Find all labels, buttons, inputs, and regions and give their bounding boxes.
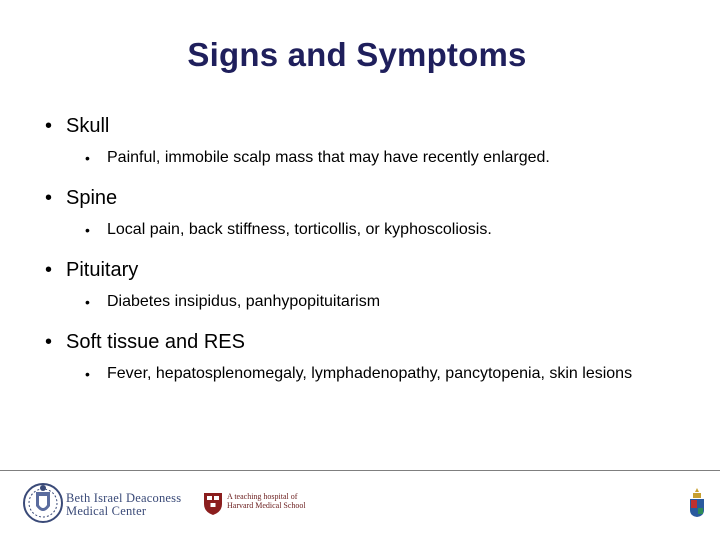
sub-bullet-text: Diabetes insipidus, panhypopituitarism [107,293,381,310]
bidmc-seal-logo [22,480,64,526]
sub-bullet-icon: • [85,150,90,166]
bidmc-wordmark: Beth Israel Deaconess Medical Center [66,491,182,518]
sub-bullet-text: Painful, immobile scalp mass that may have recently enlarged. [107,149,550,166]
bullet-label: Pituitary [66,259,139,281]
sub-bullet-spine [85,219,677,241]
bullet-icon: • [45,259,53,281]
sub-bullet-icon: • [85,366,90,382]
bullet-icon: • [45,115,53,137]
bullet-label: Spine [66,187,118,209]
harvard-affiliation-text: A teaching hospital of Harvard Medical School [227,492,306,510]
footer-divider [0,470,720,471]
bullet-pituitary [45,257,685,283]
sub-bullet-pituitary [85,291,677,313]
slide-title: Signs and Symptoms [187,36,527,73]
corner-crest-icon [688,488,706,518]
sub-bullet-soft-tissue [85,363,677,385]
bullet-label: Soft tissue and RES [66,331,245,353]
sub-bullet-text: Local pain, back stiffness, torticollis, or kyphoscoliosis. [107,221,492,238]
bullet-skull [45,113,685,139]
bullet-list [45,113,685,401]
bullet-icon: • [45,331,53,353]
sub-bullet-icon: • [85,222,90,238]
sub-bullet-text: Fever, hepatosplenomegaly, lymphadenopathy, pancytopenia, skin lesions [107,365,633,382]
bullet-label: Skull [66,115,110,137]
sub-bullet-icon: • [85,294,90,310]
harvard-shield-logo [203,492,223,516]
bullet-soft-tissue [45,329,685,355]
sub-bullet-skull [85,147,677,169]
bullet-icon: • [45,187,53,209]
bullet-spine [45,185,685,211]
